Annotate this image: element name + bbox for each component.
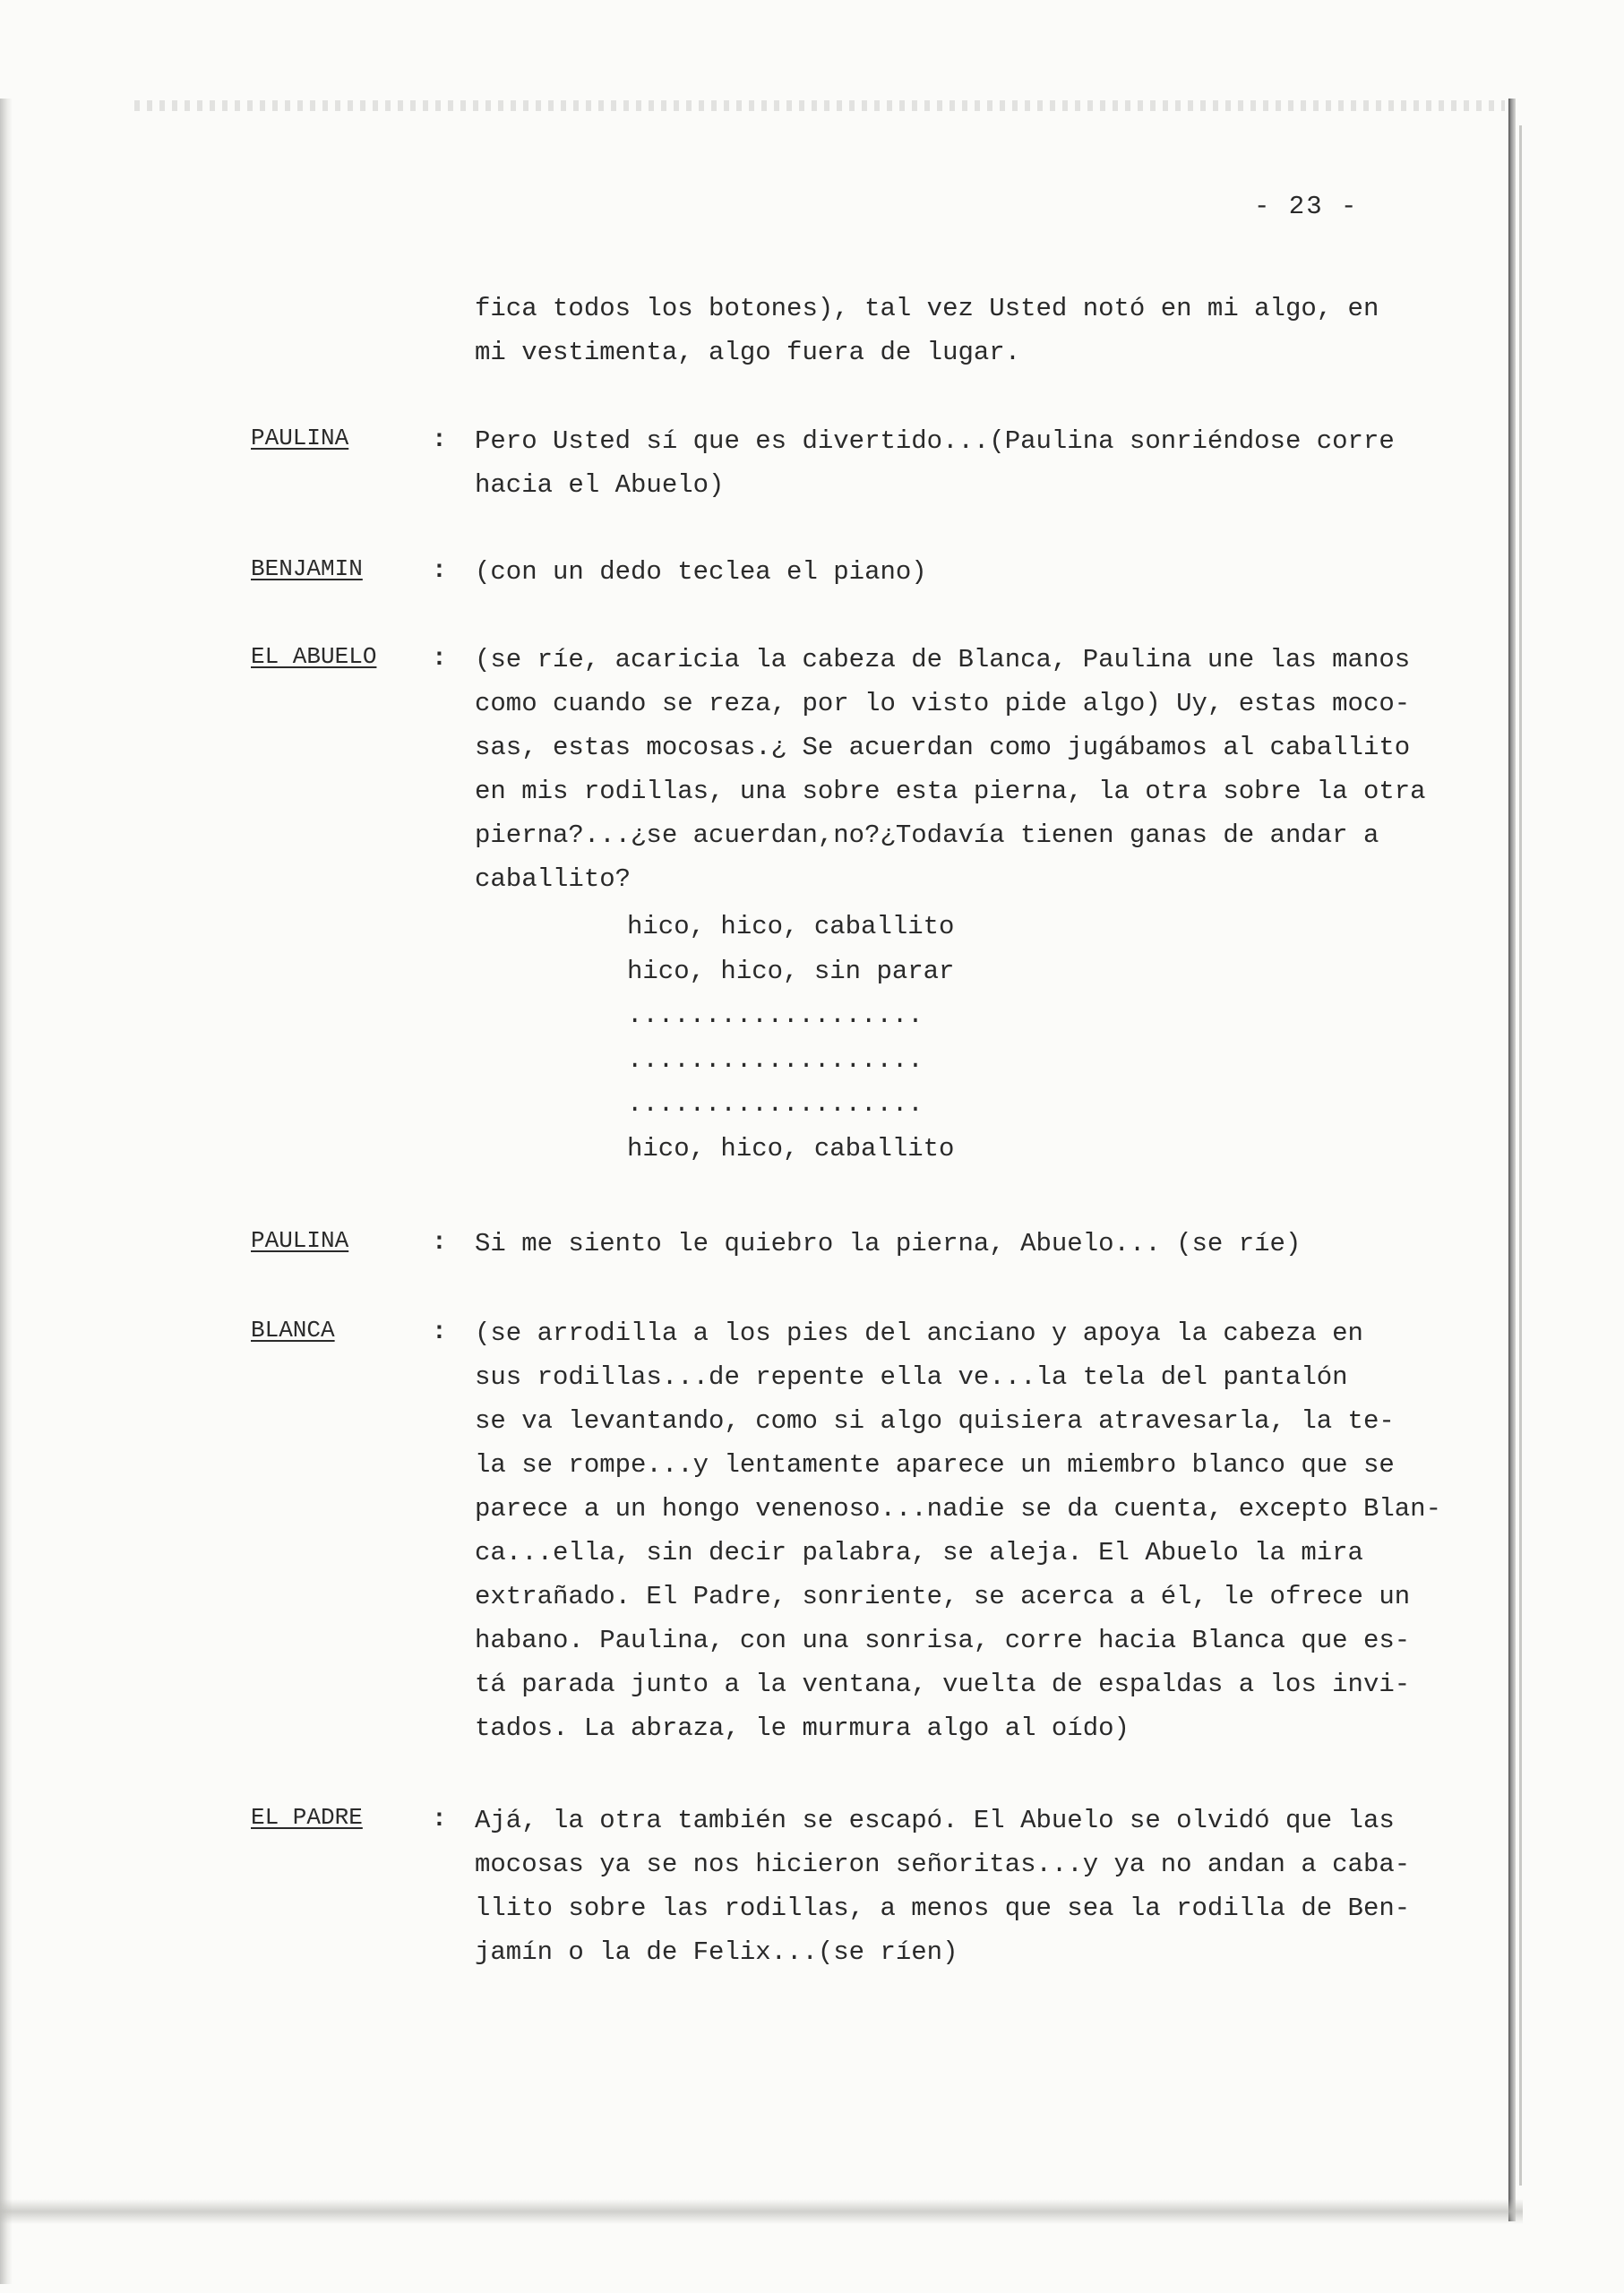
dialogue-line: sas, estas mocosas.¿ Se acuerdan como jugábamos al caballito [475, 733, 1411, 762]
speaker-colon: : [432, 1229, 447, 1257]
dialogue-lines [475, 1222, 1460, 1266]
dialogue-line: mocosas ya se nos hicieron señoritas...y ya no andan a caba- [475, 1850, 1411, 1879]
dialogue-lines [475, 638, 1460, 901]
verse-lines [627, 905, 954, 1171]
dialogue-line: ca...ella, sin decir palabra, se aleja. El Abuelo la mira [475, 1538, 1363, 1567]
verse-line: hico, hico, caballito [627, 1133, 955, 1164]
speaker-colon: : [432, 645, 447, 673]
dialogue-lines [475, 550, 1460, 594]
dialogue-line: caballito? [475, 864, 632, 894]
verse-ellipsis-line: ................... [627, 1001, 924, 1030]
speaker-name: EL ABUELO [251, 643, 377, 670]
speaker-colon: : [432, 1318, 447, 1346]
speaker-name: BLANCA [251, 1317, 335, 1344]
dialogue-line: sus rodillas...de repente ella ve...la tela del pantalón [475, 1362, 1348, 1392]
dialogue-line: (se arrodilla a los pies del anciano y apoya la cabeza en [475, 1318, 1363, 1348]
dialogue-line: jamín o la de Felix...(se ríen) [475, 1937, 958, 1967]
verse-line: hico, hico, sin parar [627, 956, 955, 986]
dialogue-lines [475, 419, 1460, 507]
speaker-colon: : [432, 426, 447, 454]
dialogue-line: hacia el Abuelo) [475, 470, 725, 500]
scan-shadow-right [1508, 99, 1516, 2221]
dialogue-lines [475, 1311, 1460, 1750]
intro-lines [475, 287, 1460, 374]
scan-shadow-right-inner [1519, 125, 1522, 2186]
scan-shadow-bottom [0, 2199, 1523, 2224]
speaker-name: PAULINA [251, 425, 349, 451]
dialogue-line: parece a un hongo venenoso...nadie se da cuenta, excepto Blan- [475, 1494, 1441, 1524]
dialogue-line: Si me siento le quiebro la pierna, Abuelo... (se ríe) [475, 1229, 1302, 1258]
verse-line: hico, hico, caballito [627, 912, 955, 941]
verse-ellipsis-line: ................... [627, 1044, 924, 1075]
intro-line: mi vestimenta, algo fuera de lugar. [475, 338, 1021, 367]
dialogue-line: extrañado. El Padre, sonriente, se acerca a él, le ofrece un [475, 1582, 1411, 1611]
speaker-colon: : [432, 1806, 447, 1834]
dialogue-line: Pero Usted sí que es divertido...(Paulina sonriéndose corre [475, 426, 1395, 456]
dialogue-line: tá parada junto a la ventana, vuelta de espaldas a los invi- [475, 1670, 1411, 1699]
dialogue-line: la se rompe...y lentamente aparece un miembro blanco que se [475, 1450, 1395, 1480]
dialogue-line: pierna?...¿se acuerdan,no?¿Todavía tienen ganas de andar a [475, 820, 1379, 850]
dialogue-line: como cuando se reza, por lo visto pide algo) Uy, estas moco- [475, 689, 1411, 718]
dialogue-lines [475, 1799, 1460, 1974]
scan-noise-top [134, 100, 1505, 111]
intro-line: fica todos los botones), tal vez Usted notó en mi algo, en [475, 294, 1379, 323]
dialogue-line: (con un dedo teclea el piano) [475, 557, 927, 587]
dialogue-line: en mis rodillas, una sobre esta pierna, la otra sobre la otra [475, 777, 1426, 806]
dialogue-line: tados. La abraza, le murmura algo al oído) [475, 1713, 1130, 1743]
speaker-colon: : [432, 557, 447, 585]
dialogue-line: Ajá, la otra también se escapó. El Abuelo se olvidó que las [475, 1806, 1395, 1835]
dialogue-line: se va levantando, como si algo quisiera atravesarla, la te- [475, 1406, 1395, 1436]
dialogue-line: llito sobre las rodillas, a menos que sea la rodilla de Ben- [475, 1894, 1411, 1923]
page-number: - 23 - [1254, 192, 1359, 221]
dialogue-line: (se ríe, acaricia la cabeza de Blanca, Paulina une las manos [475, 645, 1411, 674]
speaker-name: BENJAMIN [251, 555, 363, 582]
speaker-name: EL PADRE [251, 1804, 363, 1831]
speaker-name: PAULINA [251, 1227, 349, 1254]
scan-shadow-left [0, 99, 13, 2284]
dialogue-line: habano. Paulina, con una sonrisa, corre hacia Blanca que es- [475, 1626, 1411, 1655]
verse-ellipsis-line: ................... [627, 1089, 924, 1119]
